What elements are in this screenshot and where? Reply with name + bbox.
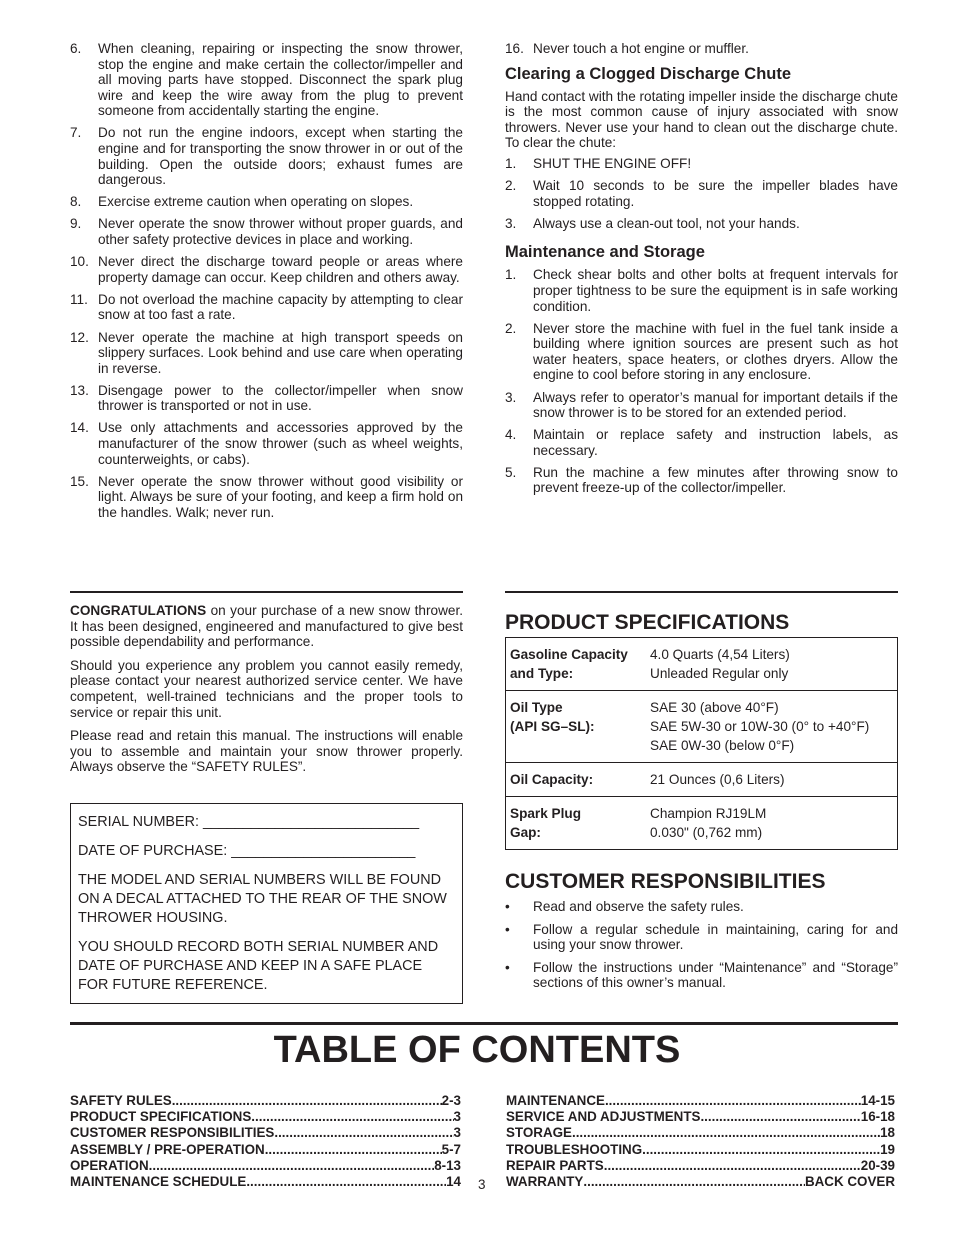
toc-entry: [506, 1142, 895, 1158]
clog-step: [505, 178, 898, 209]
toc-divider: [70, 1022, 898, 1025]
maintenance-item: [505, 321, 898, 383]
toc-page: BACK COVER: [804, 1174, 895, 1190]
item-number: 4.: [505, 427, 517, 443]
toc-entry: [70, 1109, 461, 1125]
toc-label: WARRANTY: [506, 1174, 584, 1190]
spec-value-line: Unleaded Regular only: [650, 666, 789, 681]
item-number: 2.: [505, 320, 517, 336]
item-number: 1.: [505, 155, 517, 171]
toc-leader: [605, 1093, 861, 1109]
date-of-purchase-line: DATE OF PURCHASE: _______________________: [78, 843, 416, 859]
toc-page: 3: [453, 1125, 461, 1141]
safety-rule: [70, 383, 463, 414]
spec-value-line: 21 Ounces (0,6 Liters): [650, 772, 785, 787]
safety-rule: [505, 41, 898, 57]
toc-label: REPAIR PARTS: [506, 1157, 604, 1173]
toc-label: SERVICE AND ADJUSTMENTS: [506, 1109, 701, 1125]
item-number: 13.: [70, 382, 89, 398]
divider-right: [505, 591, 898, 593]
safety-rule: [70, 125, 463, 187]
item-number: 6.: [70, 41, 82, 56]
responsibility-text: Read and observe the safety rules.: [533, 899, 744, 914]
toc-entry: [506, 1109, 895, 1125]
toc-leader: [251, 1109, 453, 1125]
toc-entry: [70, 1093, 461, 1109]
rule-number: 16.: [505, 41, 524, 56]
item-text: Always refer to operator’s manual for important details if the snow thrower is to be stored for an extended period.: [533, 389, 898, 421]
spec-value: [650, 691, 898, 763]
spec-value-line: Champion RJ19LM: [650, 806, 767, 821]
spec-value: [650, 763, 898, 797]
toc-page: 8-13: [434, 1157, 461, 1173]
toc-page: 16-18: [860, 1109, 895, 1125]
responsibility-item: [505, 899, 898, 915]
congratulations-lead: CONGRATULATIONS: [70, 603, 207, 618]
spec-key-line: Gap:: [510, 825, 541, 840]
item-number: 9.: [70, 216, 82, 232]
item-number: 5.: [505, 464, 517, 480]
maintenance-storage-heading: Maintenance and Storage: [505, 243, 705, 262]
spec-key: [506, 638, 651, 691]
item-text: Always use a clean-out tool, not your hands.: [533, 215, 800, 231]
toc-entry: [70, 1142, 461, 1158]
toc-page: 5-7: [441, 1141, 461, 1157]
spec-value-line: SAE 5W-30 or 10W-30 (0° to +40°F): [650, 719, 870, 734]
toc-leader: [604, 1158, 861, 1174]
toc-label: CUSTOMER RESPONSIBILITIES: [70, 1125, 275, 1141]
item-text: Wait 10 seconds to be sure the impeller blades have stopped rotating.: [533, 178, 898, 209]
toc-leader: [246, 1174, 446, 1190]
bullet-icon: •: [505, 899, 510, 914]
toc-label: ASSEMBLY / PRE-OPERATION: [70, 1141, 265, 1157]
toc-page: 3: [453, 1109, 461, 1125]
responsibilities-heading: CUSTOMER RESPONSIBILITIES: [505, 870, 826, 893]
toc-leader: [274, 1125, 453, 1141]
spec-key-line: (API SG–SL):: [510, 719, 595, 734]
toc-leader: [583, 1174, 805, 1190]
item-text: Run the machine a few minutes after throwing snow to prevent freeze-up of the collector/impeller.: [533, 464, 898, 496]
item-text: Use only attachments and accessories approved by the manufacturer of the snow thrower (such as wheel weights, counterweights, or cabs).: [98, 420, 463, 467]
toc-leader: [265, 1142, 442, 1158]
item-number: 8.: [70, 194, 82, 210]
spec-key-line: and Type:: [510, 666, 574, 681]
item-text: Do not run the engine indoors, except when starting the engine and for transporting the snow thrower in or out of the building. Open the outside doors; exhaust fumes are dangerous.: [98, 125, 463, 188]
spec-row: [506, 691, 898, 763]
toc-title: TABLE OF CONTENTS: [273, 1029, 681, 1071]
toc-label: TROUBLESHOOTING: [506, 1141, 643, 1157]
toc-label: OPERATION: [70, 1157, 149, 1173]
item-text: SHUT THE ENGINE OFF!: [533, 155, 692, 171]
spec-key-line: Oil Capacity:: [510, 772, 594, 787]
serial-number-line: SERIAL NUMBER: ___________________________: [78, 814, 420, 830]
clog-step: [505, 216, 898, 232]
item-number: 15.: [70, 473, 89, 489]
toc-page: 14-15: [860, 1093, 895, 1108]
spec-key-line: Oil Type: [510, 700, 563, 715]
specifications-heading: PRODUCT SPECIFICATIONS: [505, 611, 790, 634]
product-specifications: [505, 611, 898, 850]
spec-key: [506, 763, 651, 797]
responsibility-item: [505, 922, 898, 953]
safety-rule: [70, 330, 463, 377]
toc-entry: [70, 1158, 461, 1174]
maintenance-item: [505, 427, 898, 458]
spec-row: [506, 638, 898, 691]
toc-label: STORAGE: [506, 1125, 572, 1141]
item-text: Exercise extreme caution when operating on slopes.: [98, 194, 414, 210]
toc-entry: [506, 1125, 895, 1141]
toc-left-column: [70, 1093, 461, 1190]
spec-value-line: 0.030" (0,762 mm): [650, 825, 763, 840]
record-note: YOU SHOULD RECORD BOTH SERIAL NUMBER AND DATE OF PURCHASE AND KEEP IN A SAFE PLACE FOR FUTURE REFERENCE.: [78, 939, 439, 993]
page-number: 3: [478, 1177, 486, 1192]
toc-leader: [149, 1158, 435, 1174]
customer-responsibilities: [505, 870, 898, 998]
item-number: 12.: [70, 329, 89, 345]
safety-rule: [70, 292, 463, 323]
item-number: 11.: [70, 291, 88, 307]
toc-leader: [172, 1093, 442, 1109]
clogged-chute-heading: Clearing a Clogged Discharge Chute: [505, 64, 792, 83]
toc-entry: [506, 1174, 895, 1190]
maintenance-item: [505, 465, 898, 496]
problem-paragraph: Should you experience any problem you cannot easily remedy, please contact your nearest authorized service center. We have competent, well-trained technicians and the proper tools to service or repair this unit.: [70, 657, 463, 720]
spec-key-line: Spark Plug: [510, 806, 582, 821]
item-text: Never operate the snow thrower without proper guards, and other safety protective devices in place and working.: [98, 216, 463, 248]
retain-manual-paragraph: Please read and retain this manual. The instructions will enable you to assemble and maintain your snow thrower properly. Always observe the “SAFETY RULES”.: [70, 728, 463, 775]
toc-entry: [506, 1158, 895, 1174]
spec-key-line: Gasoline Capacity: [510, 647, 628, 662]
clogged-chute-intro: Hand contact with the rotating impeller inside the discharge chute is the most common cause of injury associated with snow throwers. Never use your hand to clean out the discharge chute. To clear the chute:: [505, 88, 898, 151]
toc-leader: [700, 1109, 860, 1125]
item-text: Disengage power to the collector/impeller when snow thrower is transported or not in use.: [98, 382, 463, 414]
spec-row: [506, 763, 898, 797]
toc-page: 14: [446, 1174, 461, 1190]
item-text: Check shear bolts and other bolts at frequent intervals for proper tightness to be sure the equipment is in safe working condition.: [533, 267, 898, 314]
maintenance-item: [505, 390, 898, 421]
safety-rule: [70, 420, 463, 467]
rule-text: Never touch a hot engine or muffler.: [533, 41, 749, 56]
congratulations-section: [70, 603, 463, 783]
item-text: Never store the machine with fuel in the fuel tank inside a building where ignition sources are present such as hot water heaters, space heaters, or clothes dryers. Allow the engine to cool before storing in any enclosure.: [533, 320, 898, 383]
toc-leader: [572, 1125, 880, 1141]
toc-label: MAINTENANCE: [506, 1093, 605, 1108]
toc-entry: [70, 1174, 461, 1190]
maintenance-item: [505, 267, 898, 314]
toc-entry: [70, 1125, 461, 1141]
spec-value-line: SAE 0W-30 (below 0°F): [650, 738, 795, 753]
responsibility-text: Follow a regular schedule in maintaining, caring for and using your snow thrower.: [533, 921, 898, 953]
item-text: When cleaning, repairing or inspecting the snow thrower, stop the engine and make certain the collector/impeller and all moving parts have stopped. Disconnect the spark plug wire and keep the wire away from the plug to prevent someone from accidentally starting the engine.: [98, 41, 463, 119]
safety-rules-right: [505, 41, 898, 503]
safety-rules-left: [70, 41, 463, 527]
safety-rule: [70, 254, 463, 285]
spec-value: [650, 797, 898, 850]
spec-key: [506, 691, 651, 763]
record-box: [70, 803, 463, 1004]
toc-label: PRODUCT SPECIFICATIONS: [70, 1109, 252, 1125]
toc-page: 2-3: [441, 1093, 461, 1108]
bullet-icon: •: [505, 921, 510, 937]
spec-row: [506, 797, 898, 850]
safety-rule: [70, 474, 463, 521]
item-text: Never operate the snow thrower without good visibility or light. Always be sure of your footing, and keep a firm hold on the handles. Walk; never run.: [98, 473, 463, 520]
toc-entry: [506, 1093, 895, 1109]
decal-note: THE MODEL AND SERIAL NUMBERS WILL BE FOUND ON A DECAL ATTACHED TO THE REAR OF THE SNOW THROWER HOUSING.: [78, 872, 447, 926]
toc-page: 18: [880, 1125, 895, 1141]
responsibility-item: [505, 960, 898, 991]
bullet-icon: •: [505, 959, 510, 975]
item-number: 3.: [505, 389, 517, 405]
item-text: Do not overload the machine capacity by attempting to clear snow at too fast a rate.: [98, 291, 463, 323]
congratulations-text: on your purchase of a new snow thrower. It has been designed, engineered and manufactured to give best possible dependability and performance.: [70, 603, 463, 650]
safety-rule: [70, 41, 463, 119]
specifications-table: [505, 637, 898, 850]
spec-value: [650, 638, 898, 691]
toc-page: 20-39: [860, 1157, 895, 1173]
item-text: Never direct the discharge toward people or areas where property damage can occur. Keep children and others away.: [98, 254, 463, 285]
item-number: 7.: [70, 125, 82, 141]
clog-step: [505, 156, 898, 172]
item-number: 10.: [70, 254, 89, 270]
item-number: 14.: [70, 420, 89, 436]
safety-rule: [70, 194, 463, 210]
spec-value-line: 4.0 Quarts (4,54 Liters): [650, 647, 790, 662]
item-number: 2.: [505, 178, 517, 194]
item-text: Never operate the machine at high transport speeds on slippery surfaces. Look behind and use care when operating in reverse.: [98, 329, 463, 376]
toc-page: 19: [880, 1141, 895, 1157]
toc-right-column: [506, 1093, 895, 1190]
toc-label: SAFETY RULES: [70, 1093, 172, 1108]
item-number: 3.: [505, 215, 517, 231]
toc-label: MAINTENANCE SCHEDULE: [70, 1174, 247, 1190]
divider-left: [70, 591, 463, 593]
item-text: Maintain or replace safety and instruction labels, as necessary.: [533, 427, 898, 458]
spec-value-line: SAE 30 (above 40°F): [650, 700, 779, 715]
spec-key: [506, 797, 651, 850]
responsibility-text: Follow the instructions under “Maintenance” and “Storage” sections of this owner’s manual.: [533, 959, 898, 991]
item-number: 1.: [505, 267, 517, 283]
safety-rule: [70, 216, 463, 247]
toc-leader: [642, 1142, 880, 1158]
